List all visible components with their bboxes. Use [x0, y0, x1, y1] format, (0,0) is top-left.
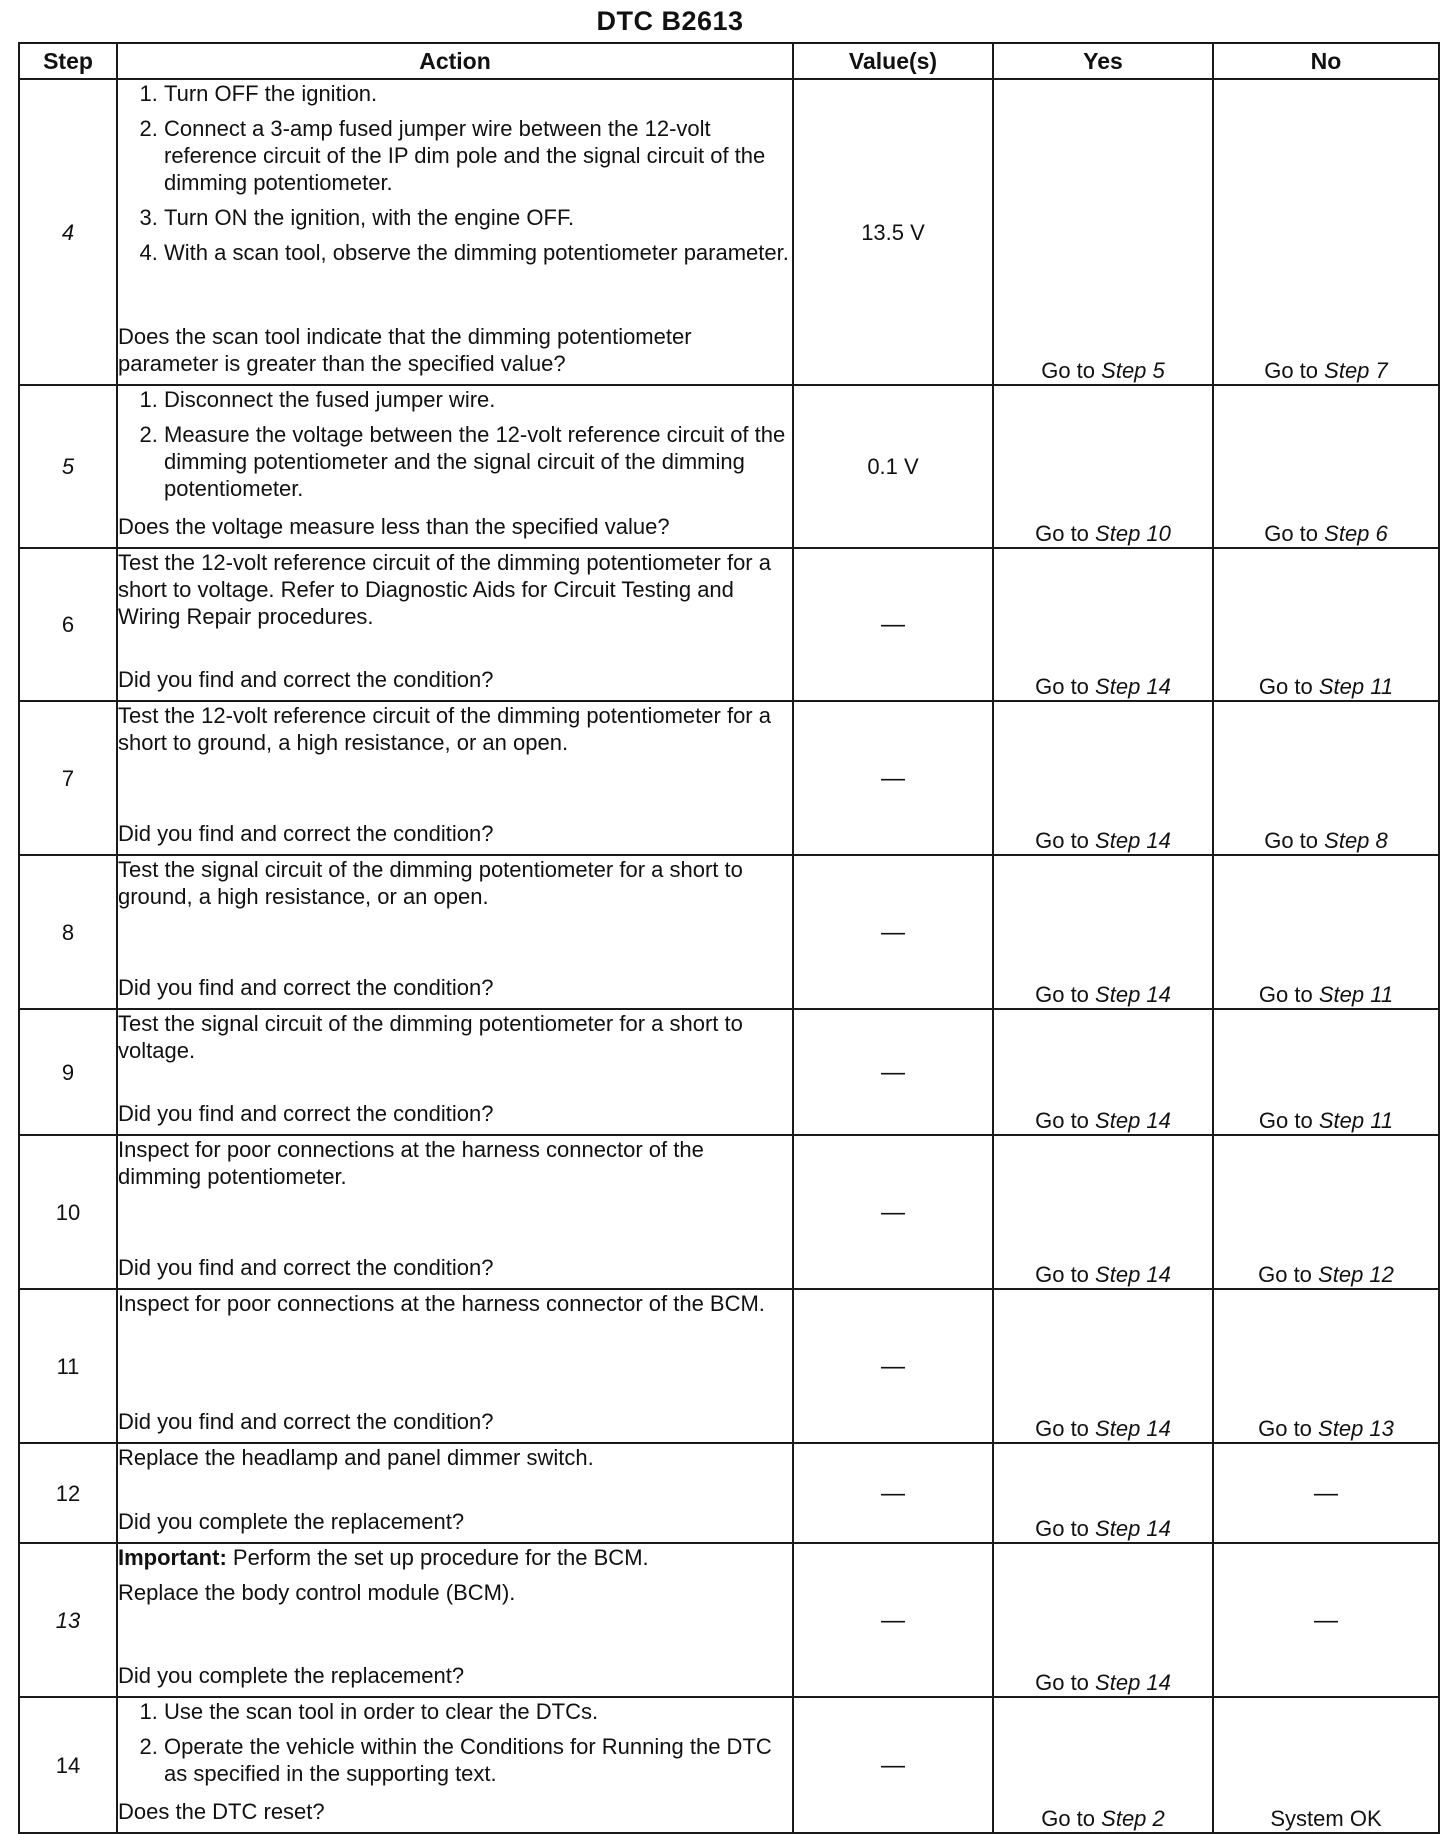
- yes-cell: [993, 1135, 1213, 1289]
- action-step: 2. Operate the vehicle within the Conditions for Running the DTC as specified in the supporting text.: [164, 1733, 792, 1787]
- no-cell: —: [1213, 1443, 1439, 1543]
- goto-prefix: Go to: [1258, 1416, 1312, 1441]
- yes-cell: [993, 855, 1213, 1009]
- important-text: Perform the set up procedure for the BCM.: [232, 1545, 649, 1570]
- value-cell: —: [793, 1443, 993, 1543]
- value-cell: —: [793, 1289, 993, 1443]
- action-question: Does the voltage measure less than the specified value?: [118, 514, 670, 539]
- value-cell: —: [793, 1543, 993, 1697]
- step-number: 12: [19, 1443, 117, 1543]
- action-cell: [117, 548, 793, 701]
- document-title: DTC B2613: [596, 6, 744, 36]
- no-cell: [1213, 548, 1439, 701]
- action-text: Test the 12-volt reference circuit of the dimming potentiometer for a short to ground, a high resistance, or an open.: [118, 703, 771, 755]
- yes-step-link: Step 2: [1101, 1806, 1165, 1831]
- no-cell: [1213, 1135, 1439, 1289]
- no-cell: [1213, 79, 1439, 385]
- step-number: 10: [19, 1135, 117, 1289]
- yes-step-link: Step 14: [1095, 982, 1171, 1007]
- goto-prefix: Go to: [1258, 674, 1313, 699]
- diagnostic-table: [18, 42, 1440, 1834]
- action-step: 1. Disconnect the fused jumper wire.: [164, 386, 792, 413]
- goto-prefix: Go to: [1264, 521, 1319, 546]
- goto-prefix: Go to: [1258, 1262, 1312, 1287]
- value-cell: 13.5 V: [793, 79, 993, 385]
- header-action: Action: [117, 43, 793, 79]
- action-cell: [117, 79, 793, 385]
- goto-prefix: Go to: [1035, 828, 1089, 853]
- action-text: Inspect for poor connections at the harness connector of the dimming potentiometer.: [118, 1137, 704, 1189]
- yes-cell: [993, 548, 1213, 701]
- no-step-link: Step 11: [1318, 674, 1394, 699]
- goto-prefix: Go to: [1035, 1670, 1089, 1695]
- yes-step-link: Step 14: [1095, 828, 1171, 853]
- no-step-link: Step 6: [1324, 521, 1388, 546]
- no-cell: [1213, 385, 1439, 548]
- action-question: Did you find and correct the condition?: [118, 1101, 494, 1126]
- yes-cell: [993, 1289, 1213, 1443]
- action-question: Did you find and correct the condition?: [118, 975, 494, 1000]
- table-row: [19, 1009, 1439, 1135]
- table-row: [19, 1443, 1439, 1543]
- table-row: [19, 855, 1439, 1009]
- header-yes: Yes: [993, 43, 1213, 79]
- action-cell: [117, 1135, 793, 1289]
- action-cell: [117, 1443, 793, 1543]
- yes-step-link: Step 14: [1095, 1262, 1171, 1287]
- yes-step-link: Step 10: [1095, 521, 1171, 546]
- step-number: 6: [19, 548, 117, 701]
- goto-prefix: Go to: [1258, 982, 1313, 1007]
- header-step: Step: [19, 43, 117, 79]
- step-number: 5: [19, 385, 117, 548]
- goto-prefix: Go to: [1035, 521, 1089, 546]
- important-note: [118, 1544, 792, 1571]
- action-text: Test the signal circuit of the dimming potentiometer for a short to ground, a high resistance, or an open.: [118, 857, 743, 909]
- action-step: 3. Turn ON the ignition, with the engine OFF.: [164, 204, 792, 231]
- action-text: Replace the headlamp and panel dimmer switch.: [118, 1445, 594, 1470]
- goto-prefix: Go to: [1041, 358, 1096, 383]
- action-steps: [118, 1698, 792, 1787]
- table-row: [19, 385, 1439, 548]
- goto-prefix: Go to: [1258, 1108, 1313, 1133]
- table-row: [19, 701, 1439, 855]
- value-cell: —: [793, 855, 993, 1009]
- action-cell: [117, 701, 793, 855]
- table-row: [19, 79, 1439, 385]
- header-no: No: [1213, 43, 1439, 79]
- no-cell: [1213, 1009, 1439, 1135]
- action-question: Did you find and correct the condition?: [118, 667, 494, 692]
- value-cell: —: [793, 1009, 993, 1135]
- step-number: 4: [19, 79, 117, 385]
- action-text: Test the signal circuit of the dimming potentiometer for a short to voltage.: [118, 1011, 743, 1063]
- yes-cell: [993, 1543, 1213, 1697]
- table-row: [19, 1289, 1439, 1443]
- action-question: Did you complete the replacement?: [118, 1509, 465, 1534]
- goto-prefix: Go to: [1035, 1262, 1089, 1287]
- no-cell: [1213, 1289, 1439, 1443]
- action-text: Replace the body control module (BCM).: [118, 1580, 516, 1605]
- table-row: [19, 548, 1439, 701]
- value-cell: —: [793, 701, 993, 855]
- goto-prefix: Go to: [1035, 1108, 1089, 1133]
- action-question: Did you find and correct the condition?: [118, 821, 494, 846]
- step-number: 11: [19, 1289, 117, 1443]
- action-cell: [117, 385, 793, 548]
- action-cell: [117, 855, 793, 1009]
- goto-prefix: Go to: [1035, 982, 1089, 1007]
- action-step: 2. Connect a 3-amp fused jumper wire between the 12-volt reference circuit of the IP dim pole and the signal circuit of the dimming potentiometer.: [164, 115, 792, 196]
- action-question: Did you complete the replacement?: [118, 1663, 465, 1688]
- table-row: [19, 1697, 1439, 1833]
- action-steps: [118, 80, 792, 266]
- action-cell: [117, 1543, 793, 1697]
- action-cell: [117, 1289, 793, 1443]
- table-row: [19, 1135, 1439, 1289]
- yes-step-link: Step 14: [1095, 1108, 1171, 1133]
- goto-prefix: Go to: [1035, 1516, 1089, 1541]
- yes-cell: [993, 1443, 1213, 1543]
- goto-prefix: Go to: [1035, 1416, 1089, 1441]
- action-cell: [117, 1697, 793, 1833]
- action-step: 1. Use the scan tool in order to clear the DTCs.: [164, 1698, 792, 1725]
- no-cell: [1213, 701, 1439, 855]
- no-cell: System OK: [1213, 1697, 1439, 1833]
- action-question: Did you find and correct the condition?: [118, 1409, 494, 1434]
- yes-cell: [993, 385, 1213, 548]
- action-step: 4. With a scan tool, observe the dimming potentiometer parameter.: [164, 239, 792, 266]
- yes-step-link: Step 5: [1101, 358, 1165, 383]
- value-cell: —: [793, 1135, 993, 1289]
- action-text: Test the 12-volt reference circuit of the dimming potentiometer for a short to voltage. Refer to Diagnostic Aids for Circuit Testing and Wiring Repair procedures.: [118, 550, 771, 629]
- action-cell: [117, 1009, 793, 1135]
- no-cell: —: [1213, 1543, 1439, 1697]
- no-step-link: Step 7: [1324, 358, 1388, 383]
- goto-prefix: Go to: [1035, 674, 1089, 699]
- table-header-row: [19, 43, 1439, 79]
- yes-cell: [993, 1697, 1213, 1833]
- yes-cell: [993, 701, 1213, 855]
- important-label: Important:: [118, 1545, 227, 1570]
- action-question: Does the DTC reset?: [118, 1799, 325, 1824]
- step-number: 9: [19, 1009, 117, 1135]
- step-number: 8: [19, 855, 117, 1009]
- value-cell: 0.1 V: [793, 385, 993, 548]
- action-question: Did you find and correct the condition?: [118, 1255, 494, 1280]
- action-step: 2. Measure the voltage between the 12-volt reference circuit of the dimming potentiometer and the signal circuit of the dimming potentiometer.: [164, 421, 792, 502]
- no-step-link: Step 13: [1318, 1416, 1394, 1441]
- goto-prefix: Go to: [1264, 828, 1319, 853]
- action-steps: [118, 386, 792, 502]
- no-step-link: Step 12: [1318, 1262, 1394, 1287]
- no-step-link: Step 11: [1318, 1108, 1394, 1133]
- step-number: 13: [19, 1543, 117, 1697]
- yes-step-link: Step 14: [1095, 674, 1171, 699]
- goto-prefix: Go to: [1264, 358, 1319, 383]
- yes-step-link: Step 14: [1095, 1416, 1171, 1441]
- yes-step-link: Step 14: [1095, 1516, 1171, 1541]
- yes-step-link: Step 14: [1095, 1670, 1171, 1695]
- yes-cell: [993, 1009, 1213, 1135]
- value-cell: —: [793, 548, 993, 701]
- goto-prefix: Go to: [1041, 1806, 1096, 1831]
- step-number: 14: [19, 1697, 117, 1833]
- action-step: 1. Turn OFF the ignition.: [164, 80, 792, 107]
- yes-cell: [993, 79, 1213, 385]
- no-step-link: Step 11: [1318, 982, 1394, 1007]
- step-number: 7: [19, 701, 117, 855]
- header-values: Value(s): [793, 43, 993, 79]
- action-question: Does the scan tool indicate that the dimming potentiometer parameter is greater than the specified value?: [118, 324, 692, 376]
- table-row: [19, 1543, 1439, 1697]
- no-step-link: Step 8: [1324, 828, 1388, 853]
- value-cell: —: [793, 1697, 993, 1833]
- action-text: Inspect for poor connections at the harness connector of the BCM.: [118, 1291, 765, 1316]
- no-cell: [1213, 855, 1439, 1009]
